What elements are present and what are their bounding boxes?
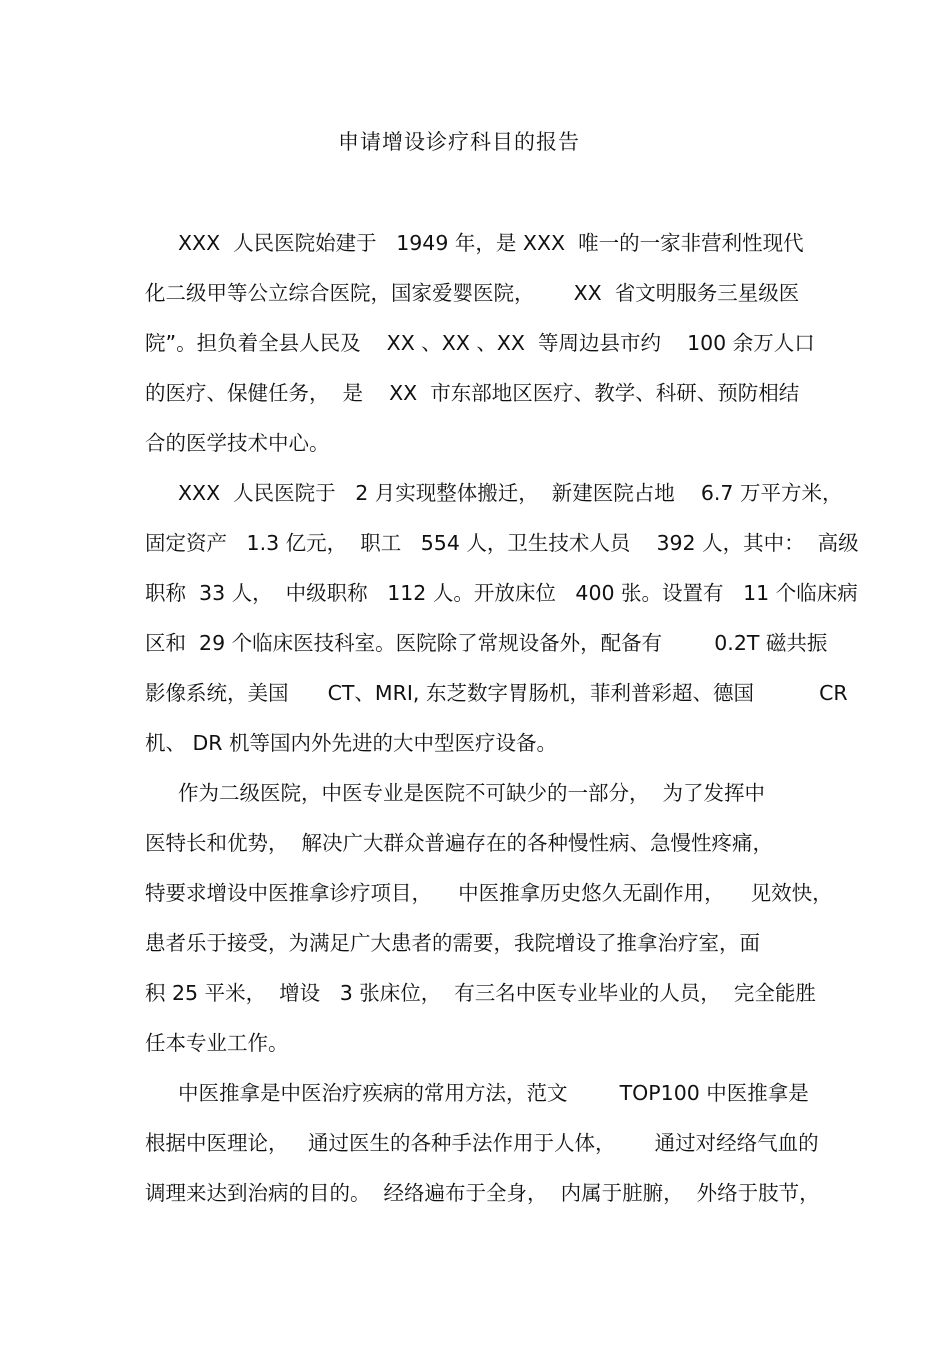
paragraph-1-line-3: 院”。担负着全县人民及 XX 、XX 、XX 等周边县市约 100 余万人口	[145, 331, 815, 355]
paragraph-3-line-5: 积 25 平米， 增设 3 张床位， 有三名中医专业毕业的人员， 完全能胜	[145, 981, 816, 1005]
document-title: 申请增设诊疗科目的报告	[338, 130, 580, 154]
paragraph-3-line-2: 医特长和优势， 解决广大群众普遍存在的各种慢性病、急慢性疼痛，	[145, 831, 774, 855]
paragraph-1-line-2: 化二级甲等公立综合医院，国家爱婴医院， XX 省文明服务三星级医	[145, 281, 800, 305]
paragraph-4-line-2: 根据中医理论， 通过医生的各种手法作用于人体， 通过对经络气血的	[145, 1131, 819, 1155]
paragraph-1-line-5: 合的医学技术中心。	[145, 431, 330, 455]
paragraph-2-line-5: 影像系统，美国 CT、MRI, 东芝数字胃肠机，菲利普彩超、德国 CR	[145, 681, 848, 705]
paragraph-2-line-6: 机、 DR 机等国内外先进的大中型医疗设备。	[145, 731, 558, 755]
paragraph-2-line-1: XXX 人民医院于 2 月实现整体搬迁， 新建医院占地 6.7 万平方米，	[178, 481, 843, 505]
paragraph-2-line-2: 固定资产 1.3 亿元， 职工 554 人，卫生技术人员 392 人，其中： 高级	[145, 531, 859, 555]
paragraph-3-line-6: 任本专业工作。	[145, 1031, 289, 1055]
document-body	[145, 228, 859, 1228]
paragraph-3-line-1: 作为二级医院，中医专业是医院不可缺少的一部分， 为了发挥中	[178, 781, 766, 805]
paragraph-3-line-3: 特要求增设中医推拿诊疗项目， 中医推拿历史悠久无副作用， 见效快，	[145, 881, 833, 905]
paragraph-4-line-1: 中医推拿是中医治疗疾病的常用方法，范文 TOP100 中医推拿是	[178, 1081, 809, 1105]
paragraph-1-line-4: 的医疗、保健任务， 是 XX 市东部地区医疗、教学、科研、预防相结	[145, 381, 800, 405]
paragraph-2-line-4: 区和 29 个临床医技科室。医院除了常规设备外，配备有 0.2T 磁共振	[145, 631, 828, 655]
paragraph-4-line-3: 调理来达到治病的目的。 经络遍布于全身， 内属于脏腑， 外络于肢节，	[145, 1181, 820, 1205]
paragraph-2-line-3: 职称 33 人， 中级职称 112 人。开放床位 400 张。设置有 11 个临床病	[145, 581, 858, 605]
paragraph-1-line-1: XXX 人民医院始建于 1949 年，是 XXX 唯一的一家非营利性现代	[178, 231, 804, 255]
paragraph-3-line-4: 患者乐于接受，为满足广大患者的需要，我院增设了推拿治疗室，面	[145, 931, 760, 955]
